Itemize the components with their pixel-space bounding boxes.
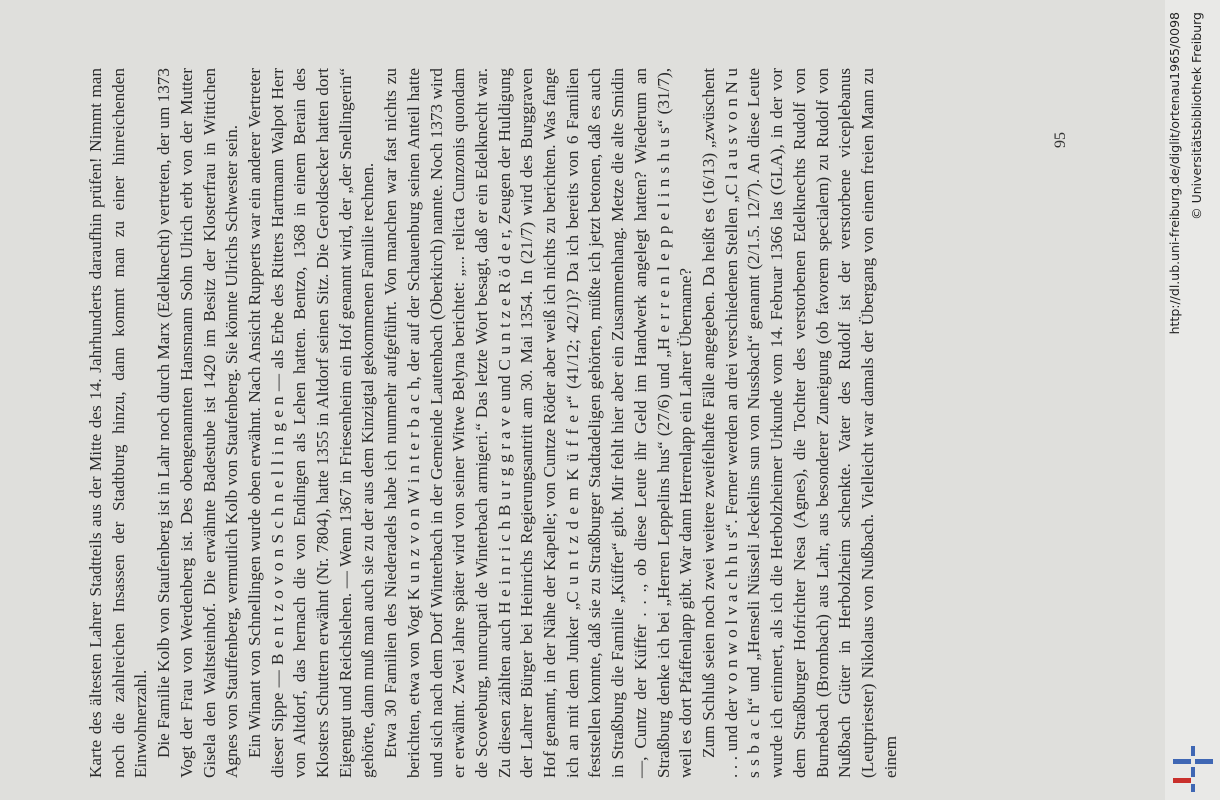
logo-red-bar	[1173, 778, 1191, 783]
source-url-link[interactable]: http://dl.ub.uni-freiburg.de/diglit/ortenau1965/0098	[1167, 12, 1182, 335]
paragraph-5: Zum Schluß seien noch zwei weitere zweifelhafte Fälle angegeben. Da heißt es (16/13) „zwüschent . . . und der v o n w o l v a c h h u s“. Ferner werden an drei verschiedenen Stellen „C l a u s v o n N u s s b a c h“ und „Henseli Nüsseli Jeckelins sun von Nussbach“ genannt (2/1.5. 12/7). An diese Leute wurde ich erinnert, als ich die Herbolzheimer Urkunde vom 14. Februar 1366 las (GLA), in der vor dem Straßburger Hofrichter Nesa (Agnes), die Tochter des verstorbenen Edelknechts Rudolf von Burnebach (Brombach) aus Lahr, aus besonderer Zuneigung (ob favorem specialem) zu Rudolf von Nußbach Güter in Herbolzheim schenkte. Vater des Rudolf ist der verstorbene viceplebanus (Leutpriester) Nikolaus von Nußbach. Vielleicht war damals der Übergang von einem freien Mann zu einem	[698, 68, 900, 778]
paragraph-2: Die Familie Kolb von Staufenberg ist in Lahr noch durch Marx (Edelknecht) vertreten, der um 1373 Vogt der Frau von Werdenberg ist. Des obengenannten Hansmann Sohn Ulrich erbt von der Mutter Gisela den Waltsteinhof. Die erwähnte Badestube ist 1420 im Besitz der Klosterfrau in Wittichen Agnes von Stauffenberg, vermutlich Kolb von Staufenberg. Sie könnte Ulrichs Schwester sein.	[154, 68, 242, 778]
right-margin	[1165, 0, 1220, 800]
logo-blue-bar	[1173, 759, 1191, 764]
logo-blue-bar	[1191, 767, 1195, 777]
margin-rotated-text	[1165, 0, 1220, 800]
paragraph-4: Etwa 30 Familien des Niederadels habe ich nunmehr aufgeführt. Von manchen war fast nichts zu berichten, etwa von Vogt K u n z v o n W i n t e r b a c h, der auf der Schauenburg seinen Anteil hatte und sich nach dem Dorf Winterbach in der Gemeinde Lautenbach (Oberkirch) nannte. Noch 1373 wird er erwähnt. Zwei Jahre später wird von seiner Witwe Belyna berichtet: „... relicta Cunzonis quondam de Scoweburg, nuncupati de Winterbach armigeri.“ Das letzte Wort besagt, daß er ein Edelknecht war. Zu diesen zählten auch H e i n r i c h B u r g g r a v e und C u n t z e R ö d e r, Zeugen der Huldigung der Lahrer Bürger bei Heinrichs Regierungsantritt am 30. Mai 1354. In (21/7) wird des Burggraven Hof genannt, in der Nähe der Kapelle; von Cuntze Röder aber weiß ich nichts zu berichten. Was fange ich an mit dem Junker „C u n t z d e m K ü f f e r“ (41/12; 42/1)? Da ich bereits von 6 Familien feststellen konnte, daß sie zu Straßburger Stadtadeligen gehörten, müßte ich jetzt betonen, daß es auch in Straßburg die Familie „Küffer“ gibt. Mir fehlt hier aber ein Zusammenhang. Metze die alte Smidin —, Cuntz der Küffer . . ., ob diese Leute ihr Geld im Handwerk angelegt hatten? Wiederum an Straßburg denke ich bei „Herren Leppelins hus“ (27/6) und „H e r r e n l e p p e l i n s h u s“ (31/7), weil es dort Pfaffenlapp gibt. War dann Herrenlapp ein Lahrer Übername?	[381, 68, 696, 778]
paragraph-3: Ein Winant von Schnellingen wurde oben erwähnt. Nach Ansicht Rupperts war ein anderer Vertreter dieser Sippe — B e n t z o v o n S c h n e l l i n g e n — als Erbe des Ritters Hartmann Walpot Herr von Altdorf, das hernach die von Endingen als Lehen hatten. Bentzo, 1368 in einem Berain des Klosters Schuttern erwähnt (Nr. 7804), hatte 1355 in Altdorf seinen Sitz. Die Geroldsecker hatten dort Eigengut und Reichslehen. — Wenn 1367 in Friesenheim ein Hof genannt wird, der „der Snellingerin“ gehörte, dann muß man auch sie zu der aus dem Kinzigtal gekommenen Familie rechnen.	[244, 68, 378, 778]
ub-freiburg-logo-icon	[1171, 746, 1215, 792]
body-text	[85, 68, 902, 778]
logo-blue-bar	[1191, 746, 1195, 756]
copyright-notice: © Universitätsbibliothek Freiburg	[1189, 12, 1204, 220]
paragraph-1: Karte des ältesten Lahrer Stadtteils aus der Mitte des 14. Jahrhunderts daraufhin prüfen! Nimmt man noch die zahlreichen Insassen der Stadtburg hinzu, dann kommt man zu einer hinreichenden Einwohnerzahl.	[86, 68, 151, 778]
page-number: 95	[1052, 132, 1069, 148]
logo-blue-bar	[1191, 784, 1195, 792]
logo-blue-bar	[1195, 759, 1213, 764]
